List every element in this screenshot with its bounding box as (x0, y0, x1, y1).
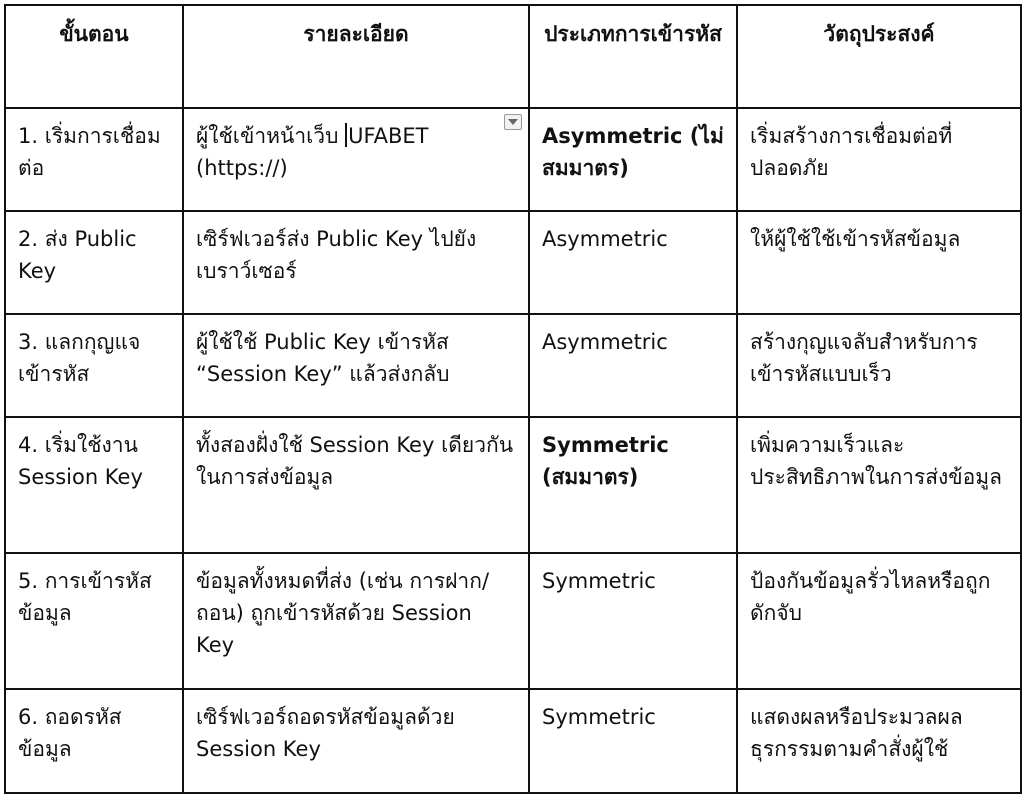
table-header-row (5, 5, 1021, 108)
cell-step[interactable]: 3. แลกกุญแจเข้ารหัส (5, 314, 183, 417)
cell-detail[interactable]: ข้อมูลทั้งหมดที่ส่ง (เช่น การฝาก/ถอน) ถูกเข้ารหัสด้วย Session Key (183, 553, 529, 689)
cell-purpose[interactable]: เพิ่มความเร็วและประสิทธิภาพในการส่งข้อมูล (737, 417, 1021, 553)
table-row (5, 314, 1021, 417)
cell-type[interactable]: Asymmetric (ไม่สมมาตร) (529, 108, 737, 211)
cell-purpose[interactable]: สร้างกุญแจลับสำหรับการเข้ารหัสแบบเร็ว (737, 314, 1021, 417)
cell-purpose[interactable]: แสดงผลหรือประมวลผลธุรกรรมตามคำสั่งผู้ใช้ (737, 689, 1021, 793)
text-cursor (345, 123, 347, 147)
header-step: ขั้นตอน (5, 5, 183, 108)
cell-detail-prefix: ผู้ใช้เข้าหน้าเว็บ (196, 124, 346, 148)
cell-detail-active[interactable] (183, 108, 529, 211)
cell-type[interactable]: Asymmetric (529, 211, 737, 314)
encryption-steps-table (4, 4, 1022, 794)
cell-detail[interactable]: เซิร์ฟเวอร์ส่ง Public Key ไปยังเบราว์เซอร์ (183, 211, 529, 314)
cell-detail[interactable]: ทั้งสองฝั่งใช้ Session Key เดียวกันในการส่งข้อมูล (183, 417, 529, 553)
cell-step[interactable]: 5. การเข้ารหัสข้อมูล (5, 553, 183, 689)
cell-step[interactable]: 4. เริ่มใช้งาน Session Key (5, 417, 183, 553)
header-detail: รายละเอียด (183, 5, 529, 108)
cell-type[interactable]: Symmetric (สมมาตร) (529, 417, 737, 553)
cell-type[interactable]: Asymmetric (529, 314, 737, 417)
table-row (5, 211, 1021, 314)
cell-type[interactable]: Symmetric (529, 553, 737, 689)
table-row (5, 108, 1021, 211)
cell-detail-text: UFABET (https://) (196, 124, 429, 180)
table-row (5, 553, 1021, 689)
cell-detail[interactable]: เซิร์ฟเวอร์ถอดรหัสข้อมูลด้วย Session Key (183, 689, 529, 793)
cell-step[interactable]: 2. ส่ง Public Key (5, 211, 183, 314)
table-row (5, 417, 1021, 553)
cell-detail[interactable]: ผู้ใช้ใช้ Public Key เข้ารหัส “Session Key” แล้วส่งกลับ (183, 314, 529, 417)
cell-purpose[interactable]: ป้องกันข้อมูลรั่วไหลหรือถูกดักจับ (737, 553, 1021, 689)
cell-purpose[interactable]: เริ่มสร้างการเชื่อมต่อที่ปลอดภัย (737, 108, 1021, 211)
cell-purpose[interactable]: ให้ผู้ใช้ใช้เข้ารหัสข้อมูล (737, 211, 1021, 314)
header-purpose: วัตถุประสงค์ (737, 5, 1021, 108)
table-row (5, 689, 1021, 793)
cell-step[interactable]: 6. ถอดรหัสข้อมูล (5, 689, 183, 793)
chevron-down-icon[interactable] (504, 114, 522, 130)
header-encryption-type: ประเภทการเข้ารหัส (529, 5, 737, 108)
cell-step[interactable]: 1. เริ่มการเชื่อมต่อ (5, 108, 183, 211)
cell-type[interactable]: Symmetric (529, 689, 737, 793)
